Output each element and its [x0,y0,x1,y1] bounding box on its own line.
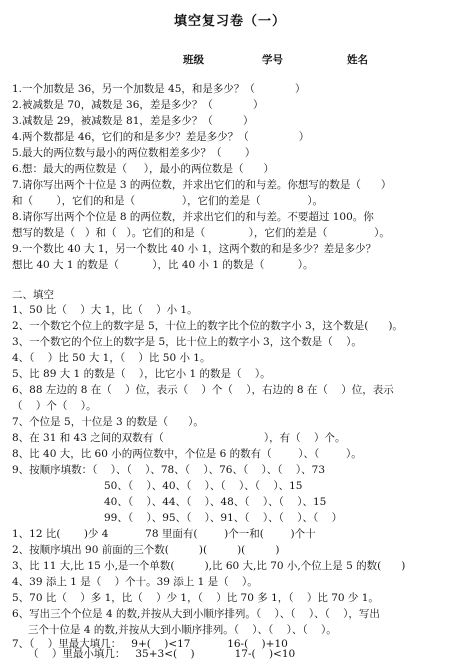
fill-line: 4、39 添上 1 是（ ）个十。39 添上 1 是（ ）。 [12,576,258,588]
fill-line: 5、70 比（ ）多 1，比（ ）少 1，（ ）比 70 多 1，（ ）比 70 少 1。 [12,592,379,604]
question-line: 9.一个数比 40 大 1，另一个数比 40 小 1，这两个数的和是多少？差是多少？ [12,243,377,255]
fill-line: 99、（ ）、95、（ ）、91、（ ）、（ ）、（ ） [104,512,343,524]
question-line: 5.最大的两位数与最小的两位数相差多少？（ ） [12,147,256,159]
name-label: 姓名 [347,54,368,66]
fill-line: 1、12 比( )少 4 78 里面有( )个一和( )个十 [12,528,316,540]
student-id-label: 学号 [262,54,283,66]
fill-line: （ ）里最小填几： 35+3<( ) 17-( )<10 [28,648,296,660]
question-line: 2.被减数是 70，减数是 36，差是多少？（ ） [12,99,264,111]
class-label: 班级 [183,54,204,66]
section-title: 二、填空 [12,289,54,301]
fill-line: 6、写出三个个位是 4 的数,并按从大到小顺序排列。（ ）、（ ）、（ ），写出 [12,608,380,620]
question-line: 4.两个数都是 46，它们的和是多少？差是多少？（ ） [12,131,310,143]
fill-line: 50、（ ）、40、（ ）、（ ）、（ ）、15 [104,480,303,492]
fill-line: 9、按顺序填数：（ ）、（ ）、78、（ ）、76、（ ）、（ ）、73 [12,464,326,476]
question-line: 和（ ），它们的和是（ ），它们的差是（ ）。 [12,195,324,207]
fill-line: 4、（ ）比 50 大 1，（ ）比 50 小 1。 [12,352,211,364]
question-line: 3.减数是 29，被减数是 81，差是多少？（ ） [12,115,254,127]
page-title: 填空复习卷（一） [173,14,286,29]
fill-line: 1、50 比（ ）大 1，比（ ）小 1。 [12,304,198,316]
fill-line: 2、按顺序填出 90 前面的三个数( )( )( ) [12,544,280,556]
question-line: 6.想：最大的两位数是（ ），最小的两位数是（ ） [12,163,274,175]
fill-line: 7、个位是 5，十位是 3 的数是（ ）。 [12,416,204,428]
fill-line: 8、比 40 大，比 60 小的两位数中，个位是 6 的数有（ ）、（ ）。 [12,448,362,460]
fill-line: 三个十位是 4 的数,并按从大到小顺序排列。（ ）、（ ）、（ ）。 [28,624,337,636]
question-line: 1.一个加数是 36，另一个加数是 45，和是多少？（ ） [12,83,306,95]
fill-line: 8、在 31 和 43 之间的双数有（ ），有（ ）个。 [12,432,346,444]
fill-line: 2、一个数它个位上的数字是 5，十位上的数字比个位的数字小 3，这个数是( )。 [12,320,403,332]
question-line: 8.请你写出两个个位是 8 的两位数，并求出它们的和与差。不要超过 100。你 [12,211,374,223]
question-line: 想比 40 大 1 的数是（ ），比 40 小 1 的数是（ ）。 [12,259,314,271]
fill-line: 3、一个数它的个位上的数字是 5，比十位上的数字小 3，这个数是（ ）。 [12,336,362,348]
fill-line: 3、比 11 大,比 15 小,是一个单数( ),比 60 大,比 70 小,个位上是 5 的数( ) [12,560,406,572]
fill-line: 7、（ ）里最大填几： 9+( )<17 16-( )+10 [12,638,288,650]
fill-line: （ ）个（ ）。 [12,400,97,412]
fill-line: 5、比 89 大 1 的数是（ ），比它小 1 的数是（ ）。 [12,368,271,380]
question-line: 想写的数是（ ）和（ ）。它们的和是（ ），它们的差是（ ）。 [12,227,390,239]
question-line: 7.请你写出两个十位是 3 的两位数，并求出它们的和与差。你想写的数是（ ） [12,179,392,191]
fill-line: 40、（ ）、44、（ ）、48、（ ）、（ ）、15 [104,496,327,508]
fill-line: 6、88 左边的 8 在（ ）位，表示（ ）个（ ），右边的 8 在（ ）位，表示 [12,384,394,396]
